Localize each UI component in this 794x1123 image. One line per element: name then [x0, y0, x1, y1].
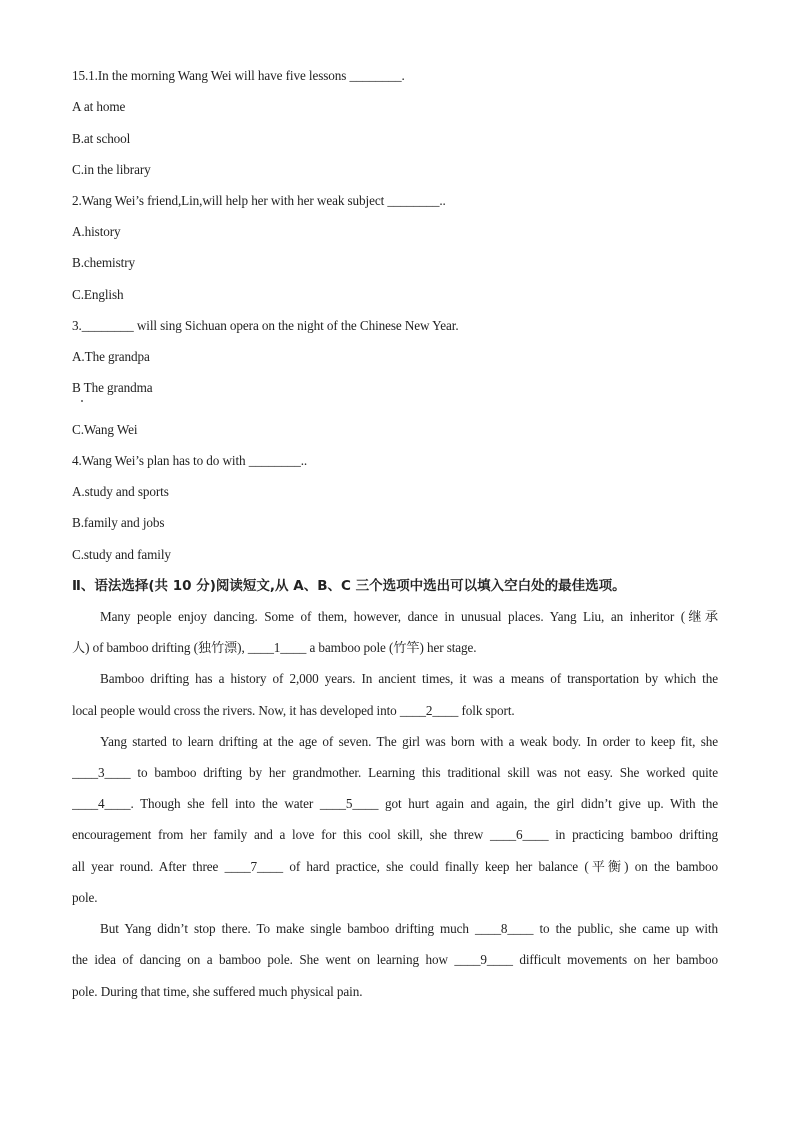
passage-line: ____4____. Though she fell into the water ____5____ got hurt again and again, the girl didn’t give up. With the — [72, 796, 718, 811]
question-2-option-b: B.chemistry — [72, 255, 135, 270]
stray-dot-mark — [81, 400, 83, 402]
passage-line: encouragement from her family and a love for this cool skill, she threw ____6____ in practicing bamboo drifting — [72, 827, 718, 842]
passage-line: the idea of dancing on a bamboo pole. She went on learning how ____9____ difficult movements on her bamboo — [72, 952, 718, 967]
question-4-option-c: C.study and family — [72, 547, 171, 562]
passage-line: Many people enjoy dancing. Some of them, however, dance in unusual places. Yang Liu, an inheritor (继承 — [100, 609, 718, 624]
question-1-option-c: C.in the library — [72, 162, 151, 177]
section-2-heading: Ⅱ、语法选择(共 10 分)阅读短文,从 A、B、C 三个选项中选出可以填入空白处的最佳选项。 — [72, 578, 626, 594]
question-4-stem: 4.Wang Wei’s plan has to do with ________.. — [72, 453, 308, 468]
question-3-option-c: C.Wang Wei — [72, 422, 138, 437]
question-1-option-b: B.at school — [72, 131, 131, 146]
passage-line: Yang started to learn drifting at the age of seven. The girl was born with a weak body. In order to keep fit, she — [100, 734, 718, 749]
passage-line: pole. — [72, 890, 98, 905]
question-1-stem: 15.1.In the morning Wang Wei will have five lessons ________. — [72, 68, 405, 83]
question-2-option-c: C.English — [72, 287, 124, 302]
passage-line: Bamboo drifting has a history of 2,000 years. In ancient times, it was a means of transportation by which the — [100, 671, 718, 686]
passage-line: all year round. After three ____7____ of hard practice, she could finally keep her balance (平衡) on the bamboo — [72, 859, 718, 874]
question-3-stem: 3.________ will sing Sichuan opera on the night of the Chinese New Year. — [72, 318, 459, 333]
question-4-option-b: B.family and jobs — [72, 515, 165, 530]
question-2-option-a: A.history — [72, 224, 121, 239]
question-4-option-a: A.study and sports — [72, 484, 169, 499]
passage-line: 人) of bamboo drifting (独竹漂), ____1____ a bamboo pole (竹竿) her stage. — [72, 640, 477, 655]
question-1-option-a: A at home — [72, 99, 126, 114]
passage-line: ____3____ to bamboo drifting by her grandmother. Learning this traditional skill was not easy. She worked quite — [72, 765, 718, 780]
passage-line: pole. During that time, she suffered much physical pain. — [72, 984, 363, 999]
question-3-option-b: B The grandma — [72, 380, 153, 395]
passage-line: local people would cross the rivers. Now, it has developed into ____2____ folk sport. — [72, 703, 515, 718]
question-3-option-a: A.The grandpa — [72, 349, 150, 364]
question-2-stem: 2.Wang Wei’s friend,Lin,will help her with her weak subject ________.. — [72, 193, 446, 208]
passage-line: But Yang didn’t stop there. To make single bamboo drifting much ____8____ to the public, she came up with — [100, 921, 718, 936]
